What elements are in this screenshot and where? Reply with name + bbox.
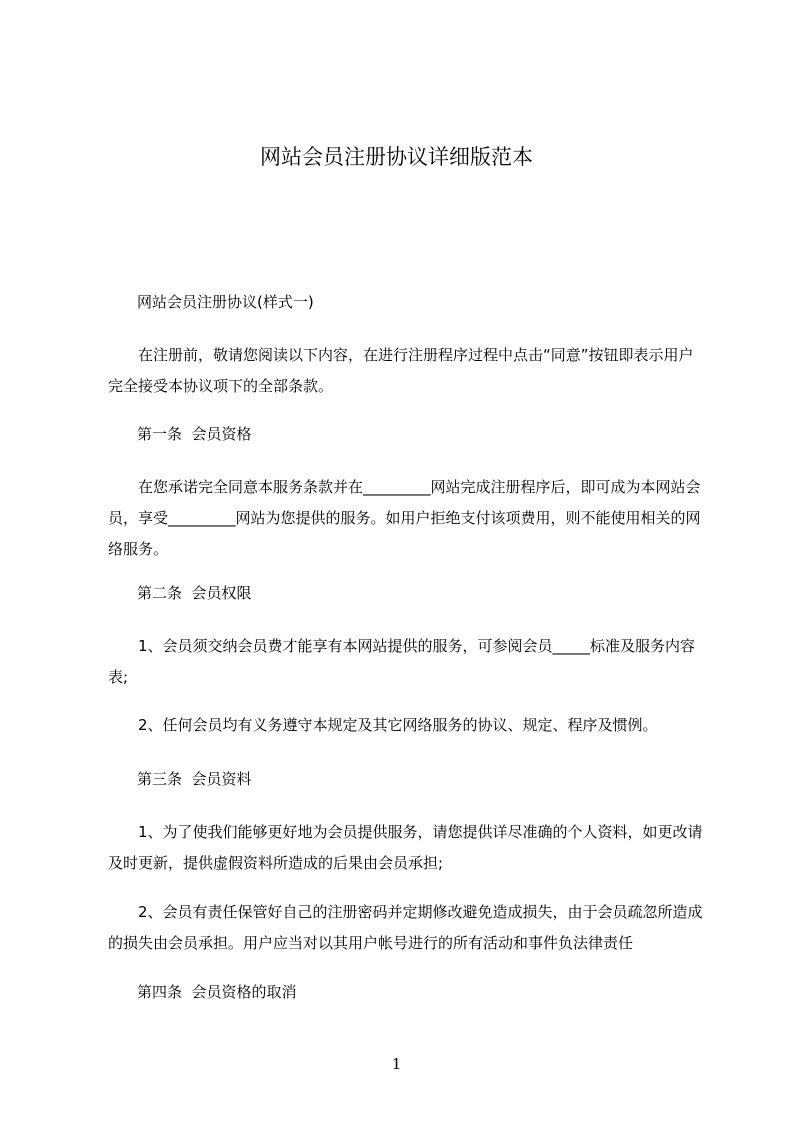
intro-paragraph: 在注册前，敬请您阅读以下内容，在进行注册程序过程中点击“同意”按钮即表示用户完全接受本协议项下的全部条款。: [108, 346, 694, 395]
section-3-paragraph-1: 1、为了使我们能够更好地为会员提供服务，请您提供详尽准确的个人资料，如更改请及时更新，提供虚假资料所造成的后果由会员承担;: [108, 823, 703, 872]
document-title: 网站会员注册协议详细版范本: [260, 145, 533, 169]
section-1-paragraph-1: 在您承诺完全同意本服务条款并在_________网站完成注册程序后，即可成为本网站会员，享受_________网站为您提供的服务。如用户拒绝支付该项费用，则不能使用相关的网络服务。: [108, 478, 701, 558]
section-4-heading: 第四条 会员资格的取消: [137, 983, 297, 1001]
document-subtitle: 网站会员注册协议(样式一): [137, 293, 314, 311]
section-1-heading: 第一条 会员资格: [137, 425, 252, 443]
page-number: 1: [391, 1055, 402, 1073]
section-2-heading: 第二条 会员权限: [137, 584, 252, 602]
section-2-paragraph-2: 2、任何会员均有义务遵守本规定及其它网络服务的协议、规定、程序及惯例。: [138, 716, 658, 734]
section-2-paragraph-1: 1、会员须交纳会员费才能享有本网站提供的服务，可参阅会员_____标准及服务内容表;: [108, 637, 696, 686]
section-3-paragraph-2: 2、会员有责任保管好自己的注册密码并定期修改避免造成损失，由于会员疏忽所造成的损失由会员承担。用户应当对以其用户帐号进行的所有活动和事件负法律责任: [108, 903, 703, 952]
section-3-heading: 第三条 会员资料: [137, 770, 252, 788]
